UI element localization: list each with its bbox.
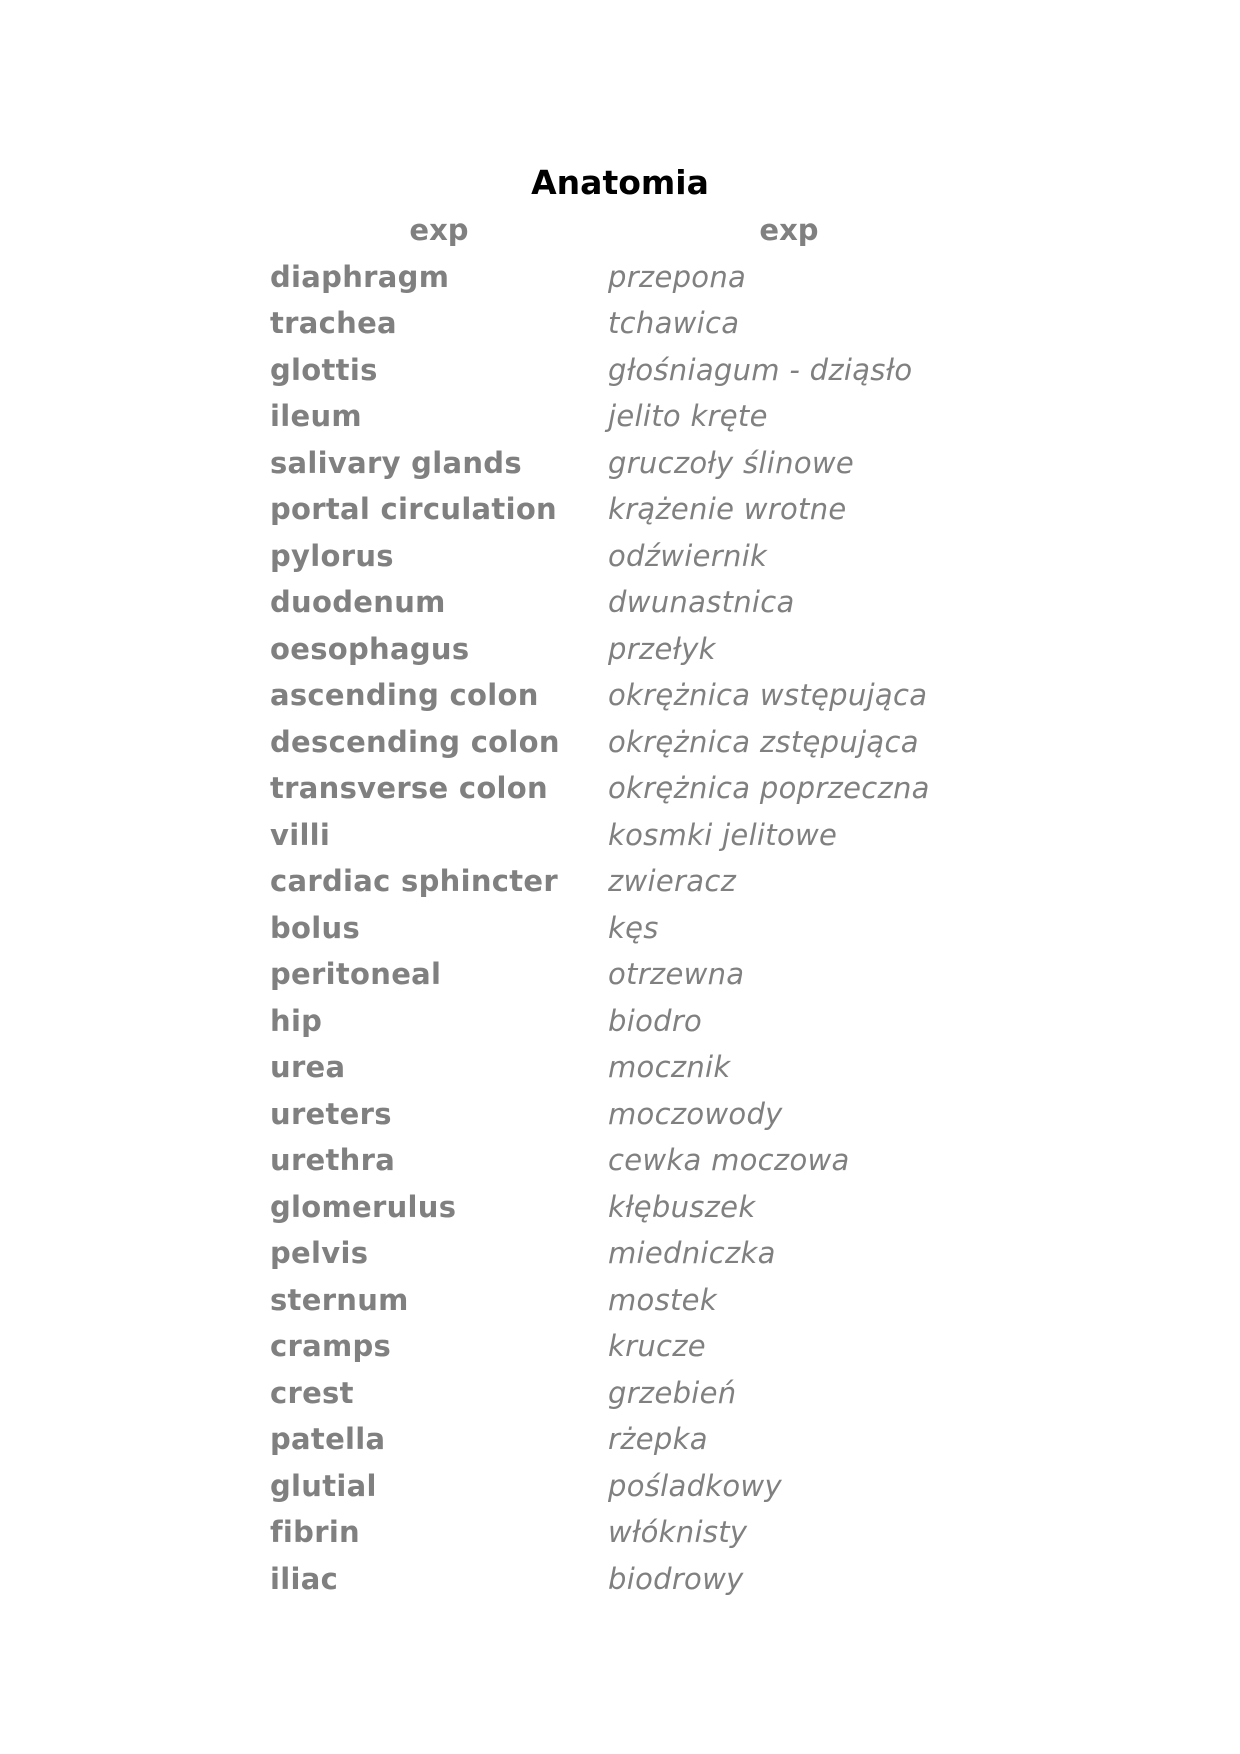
column-header-english: exp bbox=[409, 213, 469, 248]
polish-translation: biodrowy bbox=[608, 1561, 744, 1596]
polish-translation: gruczoły ślinowe bbox=[608, 445, 855, 480]
polish-translation: pośladkowy bbox=[608, 1468, 782, 1503]
english-term: villi bbox=[270, 817, 331, 852]
table-row bbox=[270, 812, 970, 859]
english-term: sternum bbox=[270, 1282, 409, 1317]
table-row bbox=[270, 300, 970, 347]
table-row bbox=[270, 254, 970, 301]
table-row bbox=[270, 672, 970, 719]
table-row bbox=[270, 393, 970, 440]
table-row bbox=[270, 533, 970, 580]
polish-translation: kosmki jelitowe bbox=[608, 817, 838, 852]
table-row bbox=[270, 486, 970, 533]
polish-translation: krążenie wrotne bbox=[608, 492, 847, 527]
table-row bbox=[270, 1230, 970, 1277]
table-body bbox=[270, 254, 970, 1603]
table-row bbox=[270, 1184, 970, 1231]
polish-translation: kłębuszek bbox=[608, 1189, 756, 1224]
polish-translation: włóknisty bbox=[608, 1515, 748, 1550]
table-row bbox=[270, 440, 970, 487]
polish-translation: kęs bbox=[608, 910, 659, 945]
table-row bbox=[270, 951, 970, 998]
english-term: ileum bbox=[270, 399, 362, 434]
polish-translation: okrężnica wstępująca bbox=[608, 678, 928, 713]
table-row bbox=[270, 579, 970, 626]
english-term: transverse colon bbox=[270, 771, 548, 806]
english-term: peritoneal bbox=[270, 957, 442, 992]
table-row bbox=[270, 1509, 970, 1556]
polish-translation: moczowody bbox=[608, 1096, 783, 1131]
table-row bbox=[270, 1416, 970, 1463]
polish-translation: krucze bbox=[608, 1329, 706, 1364]
table-row bbox=[270, 765, 970, 812]
polish-translation: otrzewna bbox=[608, 957, 745, 992]
table-row bbox=[270, 626, 970, 673]
english-term: fibrin bbox=[270, 1515, 361, 1550]
table-row bbox=[270, 1323, 970, 1370]
column-header-polish: exp bbox=[759, 213, 819, 248]
vocabulary-table bbox=[270, 207, 970, 1602]
english-term: urethra bbox=[270, 1143, 396, 1178]
polish-translation: grzebień bbox=[608, 1375, 737, 1410]
english-term: pylorus bbox=[270, 538, 394, 573]
polish-translation: dwunastnica bbox=[608, 585, 795, 620]
table-row bbox=[270, 719, 970, 766]
table-row bbox=[270, 1370, 970, 1417]
english-term: descending colon bbox=[270, 724, 560, 759]
polish-translation: cewka moczowa bbox=[608, 1143, 850, 1178]
polish-translation: okrężnica zstępująca bbox=[608, 724, 919, 759]
table-row bbox=[270, 858, 970, 905]
table-row bbox=[270, 1277, 970, 1324]
english-term: cramps bbox=[270, 1329, 392, 1364]
english-term: portal circulation bbox=[270, 492, 558, 527]
english-term: oesophagus bbox=[270, 631, 470, 666]
english-term: urea bbox=[270, 1050, 346, 1085]
english-term: iliac bbox=[270, 1561, 339, 1596]
table-row bbox=[270, 1091, 970, 1138]
polish-translation: mostek bbox=[608, 1282, 717, 1317]
polish-translation: biodro bbox=[608, 1003, 703, 1038]
table-row bbox=[270, 998, 970, 1045]
english-term: glutial bbox=[270, 1468, 377, 1503]
english-term: bolus bbox=[270, 910, 361, 945]
table-row bbox=[270, 347, 970, 394]
english-term: diaphragm bbox=[270, 259, 450, 294]
polish-translation: odźwiernik bbox=[608, 538, 768, 573]
english-term: ascending colon bbox=[270, 678, 539, 713]
english-term: salivary glands bbox=[270, 445, 522, 480]
polish-translation: okrężnica poprzeczna bbox=[608, 771, 930, 806]
table-row bbox=[270, 1556, 970, 1603]
english-term: cardiac sphincter bbox=[270, 864, 558, 899]
polish-translation: miedniczka bbox=[608, 1236, 776, 1271]
english-term: duodenum bbox=[270, 585, 446, 620]
english-term: hip bbox=[270, 1003, 323, 1038]
polish-translation: rżepka bbox=[608, 1422, 708, 1457]
english-term: glomerulus bbox=[270, 1189, 457, 1224]
polish-translation: zwieracz bbox=[608, 864, 737, 899]
polish-translation: głośniagum - dziąsło bbox=[608, 352, 913, 387]
polish-translation: jelito kręte bbox=[608, 399, 768, 434]
polish-translation: przełyk bbox=[608, 631, 716, 666]
polish-translation: mocznik bbox=[608, 1050, 731, 1085]
table-row bbox=[270, 905, 970, 952]
english-term: patella bbox=[270, 1422, 386, 1457]
english-term: glottis bbox=[270, 352, 378, 387]
english-term: pelvis bbox=[270, 1236, 369, 1271]
table-row bbox=[270, 1137, 970, 1184]
english-term: trachea bbox=[270, 306, 397, 341]
page-title: Anatomia bbox=[531, 163, 709, 203]
polish-translation: tchawica bbox=[608, 306, 740, 341]
table-header-row bbox=[270, 207, 970, 254]
table-row bbox=[270, 1044, 970, 1091]
polish-translation: przepona bbox=[608, 259, 747, 294]
english-term: crest bbox=[270, 1375, 354, 1410]
english-term: ureters bbox=[270, 1096, 392, 1131]
table-row bbox=[270, 1463, 970, 1510]
